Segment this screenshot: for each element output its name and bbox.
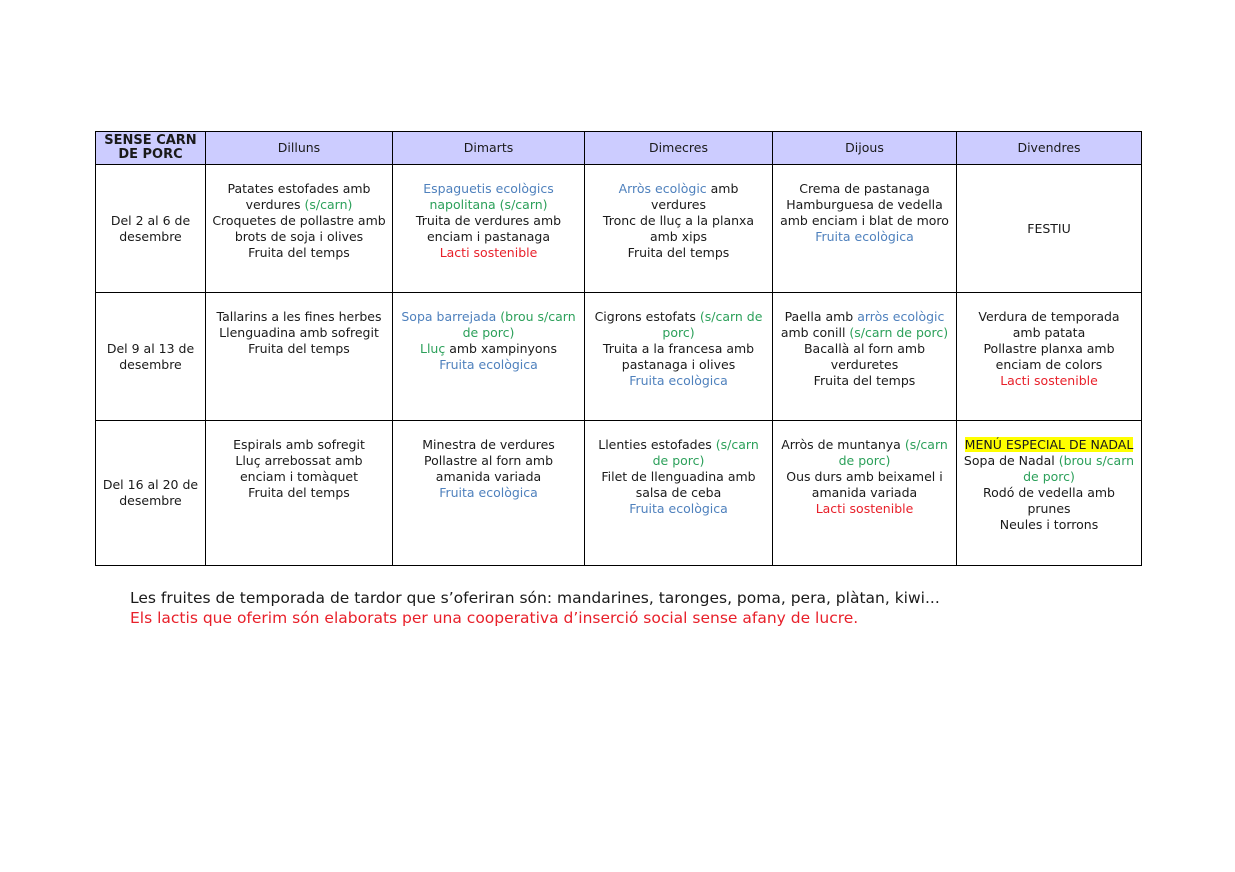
dish-text: Llenties estofades xyxy=(598,437,716,452)
dish-text: Pollastre al forn amb amanida variada xyxy=(423,453,554,484)
menu-cell xyxy=(206,293,393,421)
dish-line xyxy=(591,213,766,245)
day-header: Dimarts xyxy=(393,132,585,165)
dish-line xyxy=(963,341,1135,373)
dish-line xyxy=(212,325,386,341)
day-header: Dimecres xyxy=(585,132,773,165)
dish-text: (s/carn de porc) xyxy=(838,437,948,468)
dish-text: Patates estofades amb verdures xyxy=(227,181,371,212)
header-row xyxy=(96,132,1142,165)
dish-text: Fruita ecològica xyxy=(815,229,914,244)
menu-cell xyxy=(773,165,957,293)
dish-text: Arròs de muntanya xyxy=(781,437,905,452)
dish-line xyxy=(399,245,578,261)
dish-text: Paella amb xyxy=(784,309,858,324)
week-label: Del 16 al 20 de desembre xyxy=(96,421,206,566)
dish-line xyxy=(212,309,386,325)
dish-line xyxy=(591,501,766,517)
dish-text: Lacti sostenible xyxy=(815,501,914,516)
dish-line xyxy=(779,181,950,197)
menu-cell xyxy=(393,165,585,293)
menu-cell xyxy=(773,293,957,421)
dish-line xyxy=(963,373,1135,389)
dish-text: Cigrons estofats xyxy=(594,309,700,324)
menu-cell xyxy=(957,421,1142,566)
dish-line xyxy=(963,453,1135,485)
dish-text: Fruita ecològica xyxy=(629,373,728,388)
dish-text: FESTIU xyxy=(1027,220,1071,236)
dish-line xyxy=(779,501,950,517)
menu-cell xyxy=(585,293,773,421)
dish-line xyxy=(591,309,766,341)
dish-text: Truita de verdures amb enciam i pastanaga xyxy=(415,213,562,244)
dish-text: (s/carn de porc) xyxy=(662,309,763,340)
dish-line xyxy=(591,437,766,469)
dish-text: napolitana (s/carn) xyxy=(429,197,548,212)
dish-text: Hamburguesa de vedella amb enciam i blat de moro xyxy=(780,197,949,228)
dish-text: Lacti sostenible xyxy=(439,245,538,260)
dish-line xyxy=(212,453,386,485)
dish-line xyxy=(591,245,766,261)
dish-text: Lacti sostenible xyxy=(1000,373,1098,388)
dish-line xyxy=(399,453,578,485)
day-header: Divendres xyxy=(957,132,1142,165)
dish-line xyxy=(779,341,950,373)
dish-line xyxy=(212,485,386,501)
dish-line xyxy=(779,309,950,341)
menu-cell xyxy=(957,165,1142,293)
dish-text: (brou s/carn de porc) xyxy=(462,309,576,340)
dish-line xyxy=(399,309,578,341)
menu-type-header: SENSE CARN DE PORC xyxy=(96,132,206,165)
week-row xyxy=(96,165,1142,293)
dish-text: (s/carn de porc) xyxy=(849,325,949,340)
dish-text: Sopa de Nadal xyxy=(963,453,1059,468)
dish-text: Pollastre planxa amb enciam de colors xyxy=(983,341,1115,372)
dish-text: Fruita del temps xyxy=(248,485,350,500)
dish-text: Croquetes de pollastre amb brots de soja i olives xyxy=(212,213,386,244)
dish-text: Rodó de vedella amb prunes xyxy=(983,485,1115,516)
dish-line xyxy=(212,245,386,261)
dish-line xyxy=(779,197,950,229)
dish-line xyxy=(779,437,950,469)
dish-text: Fruita del temps xyxy=(627,245,730,260)
week-row xyxy=(96,293,1142,421)
menu-table xyxy=(95,131,1142,566)
dish-line xyxy=(591,373,766,389)
day-header: Dilluns xyxy=(206,132,393,165)
week-label: Del 2 al 6 de desembre xyxy=(96,165,206,293)
week-row xyxy=(96,421,1142,566)
menu-cell xyxy=(773,421,957,566)
dish-text: Ous durs amb beixamel i amanida variada xyxy=(786,469,943,500)
dish-text: Llenguadina amb sofregit xyxy=(219,325,379,340)
dish-line xyxy=(779,373,950,389)
dish-text: Fruita del temps xyxy=(813,373,916,388)
dish-text: Filet de llenguadina amb salsa de ceba xyxy=(601,469,756,500)
menu-notes xyxy=(130,588,940,628)
dairy-note: Els lactis que oferim són elaborats per una cooperativa d’inserció social sense afany de lucre. xyxy=(130,609,859,627)
seasonal-fruits-note: Les fruites de temporada de tardor que s’oferiran són: mandarines, taronges, poma, pera, plàtan, kiwi... xyxy=(130,589,940,607)
dish-line xyxy=(212,181,386,213)
dish-text: Verdura de temporada amb patata xyxy=(978,309,1120,340)
dish-line xyxy=(963,517,1135,533)
dish-text: Espaguetis ecològics xyxy=(423,181,554,196)
dish-line xyxy=(212,341,386,357)
dish-line xyxy=(399,341,578,357)
dish-line xyxy=(963,221,1135,237)
dish-line xyxy=(963,437,1135,453)
dish-text: Lluç arrebossat amb enciam i tomàquet xyxy=(235,453,363,484)
dish-text: Fruita ecològica xyxy=(629,501,728,516)
dish-text: Fruita ecològica xyxy=(439,357,538,372)
dish-line xyxy=(212,213,386,245)
dish-text: Tronc de lluç a la planxa amb xips xyxy=(602,213,755,244)
dish-line xyxy=(779,469,950,501)
dish-text: Fruita del temps xyxy=(248,341,350,356)
menu-cell xyxy=(957,293,1142,421)
dish-text: Espirals amb sofregit xyxy=(233,437,365,452)
dish-text: Lluç xyxy=(420,341,446,356)
menu-cell xyxy=(393,293,585,421)
dish-text: Truita a la francesa amb pastanaga i olives xyxy=(602,341,755,372)
dish-line xyxy=(399,357,578,373)
dish-text: Neules i torrons xyxy=(999,517,1099,532)
dish-text: amb verdures xyxy=(651,181,739,212)
menu-cell xyxy=(206,421,393,566)
dish-line xyxy=(399,437,578,453)
dish-text: amb xampinyons xyxy=(445,341,557,356)
day-header: Dijous xyxy=(773,132,957,165)
dish-line xyxy=(212,437,386,453)
dish-line xyxy=(399,213,578,245)
dish-line xyxy=(779,229,950,245)
dish-line xyxy=(963,485,1135,517)
dish-text: (s/carn de porc) xyxy=(652,437,759,468)
dish-line xyxy=(591,181,766,213)
week-label: Del 9 al 13 de desembre xyxy=(96,293,206,421)
dish-text: Arròs ecològic xyxy=(618,181,707,196)
dish-line xyxy=(399,485,578,501)
dish-text: Crema de pastanaga xyxy=(799,181,930,196)
dish-text: (s/carn) xyxy=(304,197,353,212)
dish-text: Minestra de verdures xyxy=(422,437,555,452)
dish-text: arròs ecològic xyxy=(857,309,945,324)
dish-text: Fruita ecològica xyxy=(439,485,538,500)
dish-text: amb conill xyxy=(780,325,850,340)
dish-text: Sopa barrejada xyxy=(401,309,501,324)
menu-cell xyxy=(585,421,773,566)
dish-line xyxy=(591,469,766,501)
dish-text: Bacallà al forn amb verduretes xyxy=(803,341,926,372)
dish-line xyxy=(591,341,766,373)
menu-cell xyxy=(393,421,585,566)
dish-line xyxy=(963,309,1135,341)
dish-text: (brou s/carn de porc) xyxy=(1023,453,1135,484)
dish-text: MENÚ ESPECIAL DE NADAL xyxy=(964,437,1134,452)
menu-cell xyxy=(585,165,773,293)
dish-text: Fruita del temps xyxy=(248,245,350,260)
dish-line xyxy=(399,181,578,213)
menu-cell xyxy=(206,165,393,293)
dish-text: Tallarins a les fines herbes xyxy=(216,309,382,324)
